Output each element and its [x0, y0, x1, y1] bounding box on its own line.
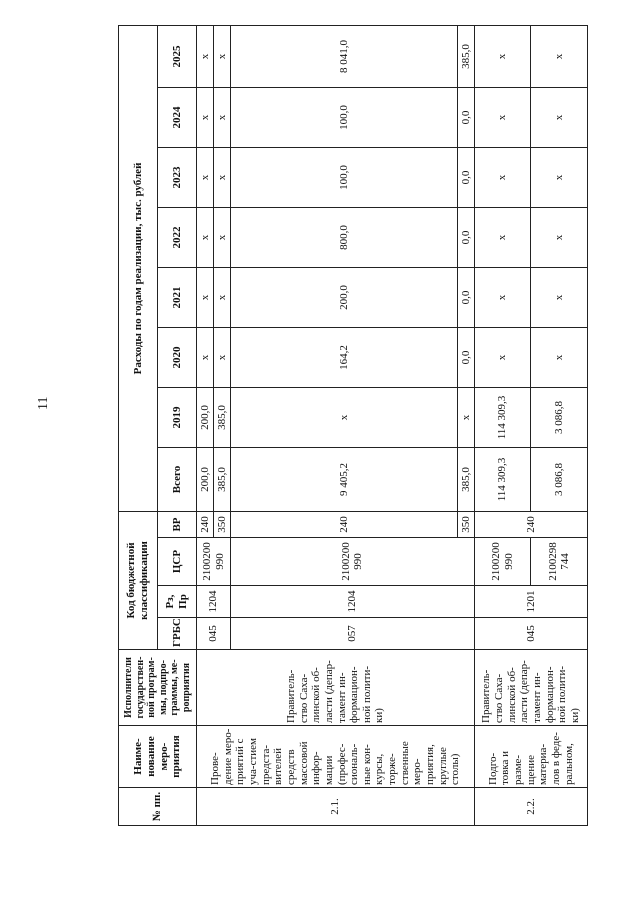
cell-value: 200,0	[197, 388, 214, 448]
cell-value: х	[531, 208, 588, 268]
row-name: Прове-дение меро-приятий с уча-стием предста-вителей средств массовой инфор-мации (профес-сиональ-ные кон-курсы, торже-ственные меро-приятия, круглые столы)	[197, 726, 475, 788]
cell-value: 800,0	[231, 208, 458, 268]
header-total: Всего	[158, 448, 197, 512]
header-row-1	[119, 25, 158, 825]
header-year: 2025	[158, 25, 197, 87]
rotated-page	[118, 26, 588, 826]
header-executors: Исполнители государствен-ной програм-мы, подпро-граммы, ме-роприятия	[119, 650, 197, 726]
cell-value: 385,0	[214, 388, 231, 448]
cell-csr: 2100200 990	[197, 538, 231, 586]
cell-rzpr: 1204	[197, 586, 231, 618]
row-name: Подго-товка и разме-щение материа-лов в феде-ральном,	[474, 726, 587, 788]
header-vr: ВР	[158, 512, 197, 538]
cell-value: х	[214, 328, 231, 388]
cell-total: 9 405,2	[231, 448, 458, 512]
cell-value: х	[457, 388, 474, 448]
cell-value: х	[531, 328, 588, 388]
header-rzpr: Рз, Пр	[158, 586, 197, 618]
cell-value: х	[531, 268, 588, 328]
cell-csr: 2100200 990	[231, 538, 475, 586]
cell-vr: 350	[457, 512, 474, 538]
cell-value: 200,0	[231, 268, 458, 328]
cell-value: 0,0	[457, 88, 474, 148]
cell-total: 385,0	[457, 448, 474, 512]
cell-value: х	[474, 328, 531, 388]
header-grbs: ГРБС	[158, 618, 197, 650]
cell-value: х	[531, 88, 588, 148]
row-number: 2.1.	[197, 788, 475, 826]
row-number: 2.2.	[474, 788, 587, 826]
header-expenses: Расходы по годам реализации, тыс. рублей	[119, 25, 158, 511]
cell-value: 100,0	[231, 88, 458, 148]
cell-value: 0,0	[457, 148, 474, 208]
header-year: 2020	[158, 328, 197, 388]
cell-value: х	[474, 88, 531, 148]
cell-value: х	[474, 208, 531, 268]
table-row	[474, 25, 531, 825]
cell-value: 3 086,8	[531, 388, 588, 448]
cell-value: х	[197, 25, 214, 87]
header-year: 2023	[158, 148, 197, 208]
row-executor: Правитель-ство Саха-линской об-ласти (депар-тамент ин-формацион-ной полити-ки)	[474, 650, 587, 726]
header-name: Наиме-нование меро-приятия	[119, 726, 197, 788]
cell-grbs: 045	[474, 618, 587, 650]
cell-csr: 2100298 744	[531, 538, 588, 586]
cell-total: 385,0	[214, 448, 231, 512]
header-year: 2022	[158, 208, 197, 268]
cell-rzpr: 1204	[231, 586, 475, 618]
cell-value: х	[214, 88, 231, 148]
header-csr: ЦСР	[158, 538, 197, 586]
header-year: 2019	[158, 388, 197, 448]
cell-value: х	[214, 25, 231, 87]
cell-value: х	[214, 148, 231, 208]
row-executor: Правитель-ство Саха-линской об-ласти (депар-тамент ин-формацион-ной полити-ки)	[197, 650, 475, 726]
cell-value: 100,0	[231, 148, 458, 208]
cell-value: х	[214, 268, 231, 328]
cell-value: х	[531, 148, 588, 208]
cell-vr: 240	[197, 512, 214, 538]
cell-value: х	[197, 148, 214, 208]
cell-value: х	[197, 328, 214, 388]
header-year: 2024	[158, 88, 197, 148]
cell-value: х	[474, 25, 531, 87]
cell-total: 3 086,8	[531, 448, 588, 512]
cell-value: 8 041,0	[231, 25, 458, 87]
cell-value: х	[197, 268, 214, 328]
cell-vr: 240	[231, 512, 458, 538]
cell-rzpr: 1201	[474, 586, 587, 618]
cell-total: 114 309,3	[474, 448, 531, 512]
cell-value: х	[474, 268, 531, 328]
cell-grbs: 045	[197, 618, 231, 650]
cell-value: 0,0	[457, 208, 474, 268]
header-num: № пп.	[119, 788, 197, 826]
cell-value: 164,2	[231, 328, 458, 388]
cell-value: 114 309,3	[474, 388, 531, 448]
cell-vr: 350	[214, 512, 231, 538]
cell-value: 0,0	[457, 268, 474, 328]
cell-value: 385,0	[457, 25, 474, 87]
budget-table	[118, 25, 588, 826]
header-year: 2021	[158, 268, 197, 328]
cell-vr: 240	[474, 512, 587, 538]
cell-value: х	[474, 148, 531, 208]
cell-value: х	[197, 208, 214, 268]
table-row	[197, 25, 214, 825]
cell-grbs: 057	[231, 618, 475, 650]
header-budget-code: Код бюджетной классификации	[119, 512, 158, 650]
page-number: 11	[36, 396, 51, 410]
cell-csr: 2100200 990	[474, 538, 531, 586]
cell-value: 0,0	[457, 328, 474, 388]
cell-value: х	[531, 25, 588, 87]
cell-value: х	[231, 388, 458, 448]
cell-value: х	[214, 208, 231, 268]
cell-total: 200,0	[197, 448, 214, 512]
cell-value: х	[197, 88, 214, 148]
